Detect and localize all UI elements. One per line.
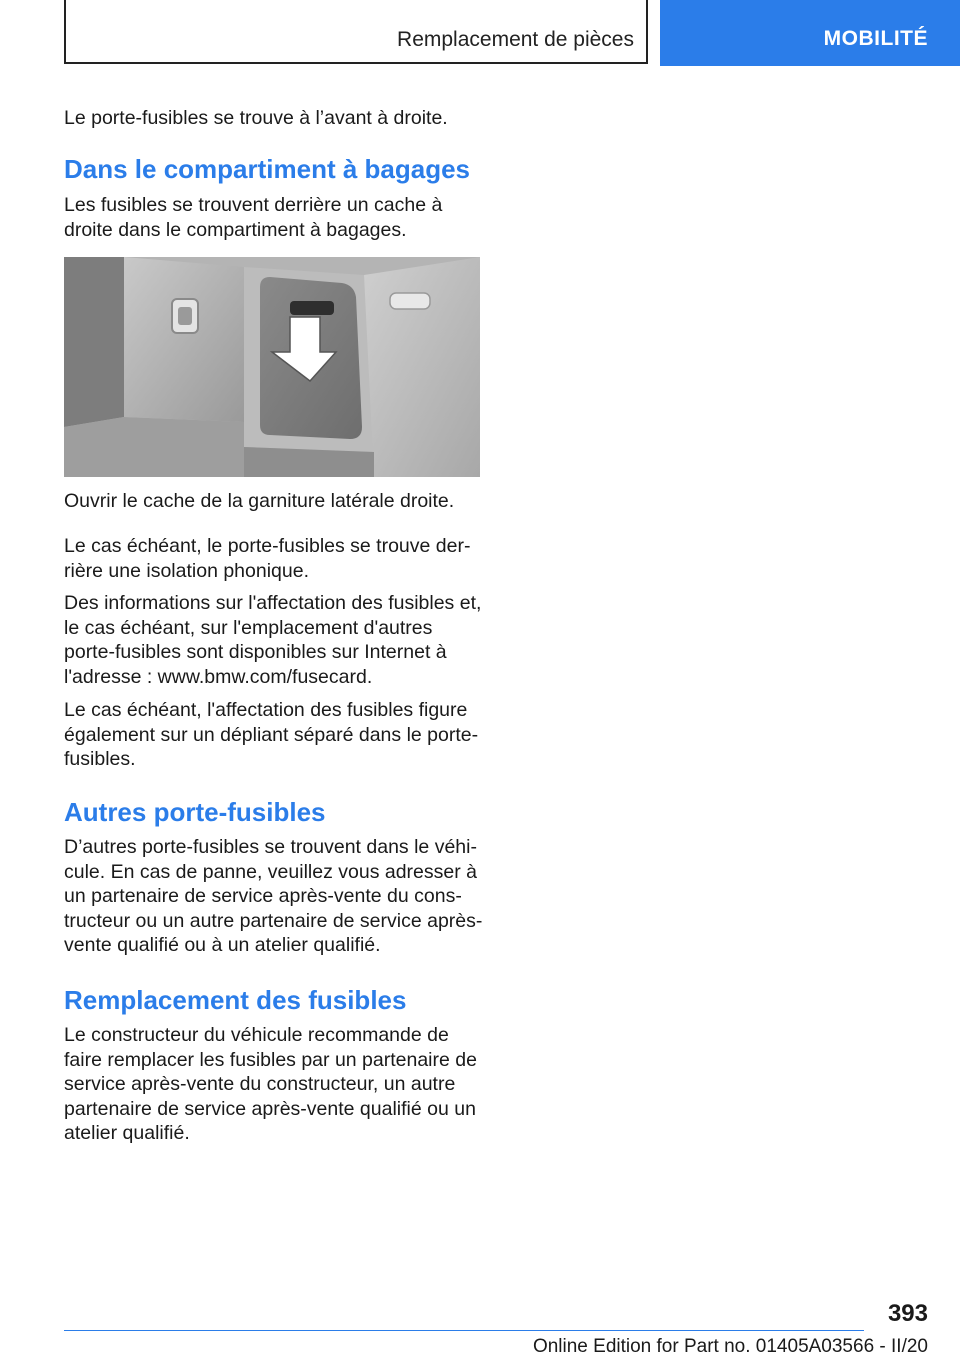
paragraph-trunk: Les fusibles se trouvent derrière un cache à droite dans le compartiment à bagages. — [64, 194, 443, 241]
edition-footer: Online Edition for Part no. 01405A03566 - II/20 — [532, 1336, 928, 1357]
page-number: 393 — [887, 1300, 928, 1327]
paragraph-open-cover: Ouvrir le cache de la garniture latérale droite. — [64, 490, 455, 512]
heading-fuse-replacement: Remplacement des fusibles — [64, 985, 407, 1015]
trunk-illustration — [64, 257, 480, 477]
paragraph-info: Des informations sur l'affectation des fusibles et, le cas échéant, sur l'emplacement d'autres porte-fusibles sont disponibles sur Internet à l'adresse : www.bmw.com/fusecard. — [64, 592, 482, 688]
paragraph-depliant: Le cas échéant, l'affectation des fusibles figure également sur un dépliant séparé dans le porte-fusibles. — [64, 699, 479, 770]
paragraph-fuse-replacement: Le constructeur du véhicule recommande de faire remplacer les fusibles par un partenaire de service après-vente du constructeur, un autre partenaire de service après-vente qualifié ou un atelier qualifié. — [64, 1024, 477, 1144]
trunk-cover-photo — [64, 257, 480, 477]
paragraph-other-fuse-holders: D’autres porte-fusibles se trouvent dans le véhi-cule. En cas de panne, veuillez vous adresser à un partenaire de service après-vente du cons-tructeur ou un autre partenaire de service après-vente qualifié ou à un atelier qualifié. — [64, 836, 483, 956]
chapter-tab — [660, 0, 960, 66]
heading-trunk: Dans le compartiment à bagages — [64, 154, 471, 184]
section-title: Remplacement de pièces — [397, 28, 634, 51]
running-header-section — [64, 0, 648, 64]
intro-paragraph: Le porte-fusibles se trouve à l’avant à droite. — [64, 107, 448, 129]
heading-other-fuse-holders: Autres porte-fusibles — [64, 797, 326, 827]
chapter-title: MOBILITÉ — [823, 27, 928, 50]
footer-divider — [64, 1330, 864, 1331]
paragraph-isolation: Le cas échéant, le porte-fusibles se trouve der-rière une isolation phonique. — [64, 535, 471, 582]
